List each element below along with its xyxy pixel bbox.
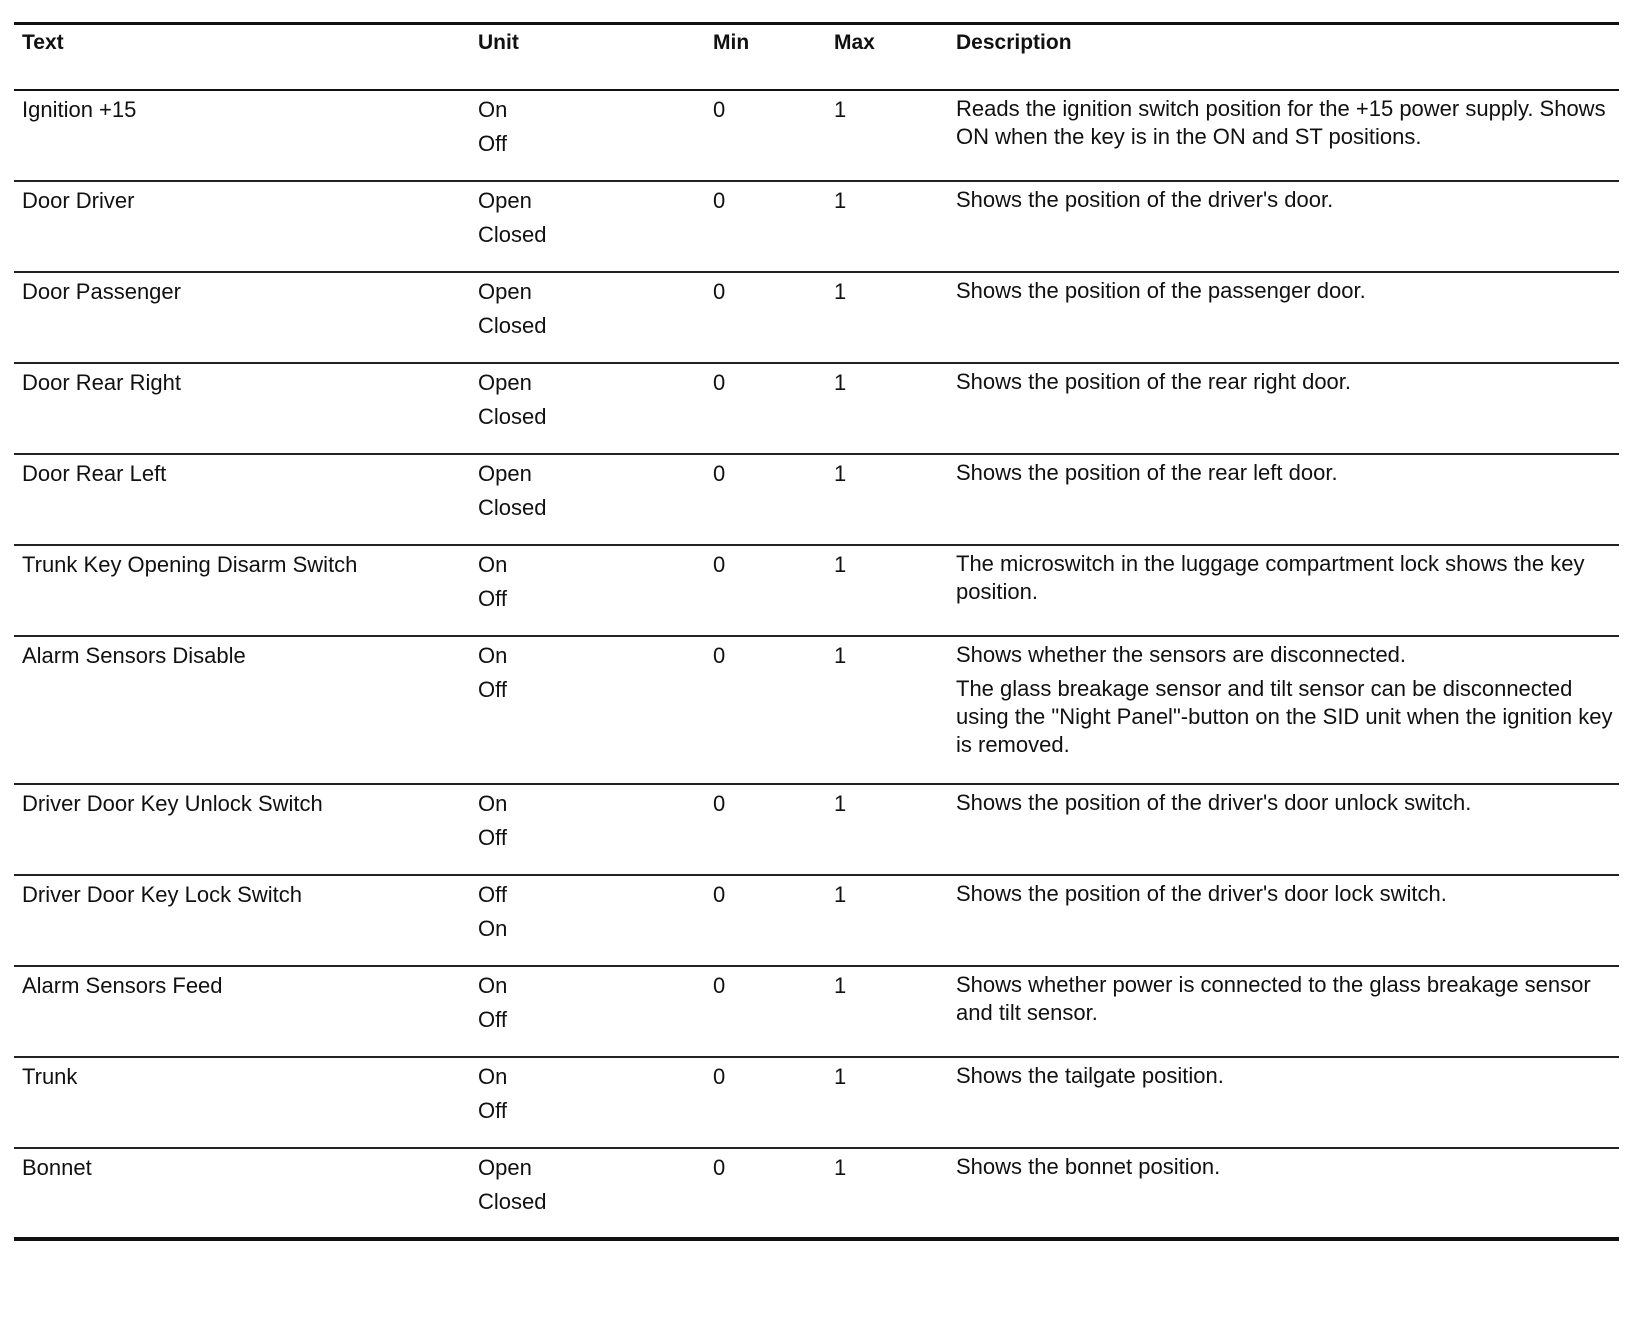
table-header	[14, 24, 1619, 91]
description-text: Shows the position of the driver's door.	[956, 187, 1334, 212]
header-row	[14, 24, 1619, 91]
table-row	[14, 784, 1619, 875]
cell-max: 1	[826, 545, 948, 636]
unit-state-2: Closed	[478, 222, 547, 247]
header-description: Description	[948, 24, 1619, 91]
cell-max: 1	[826, 875, 948, 966]
unit-state-1: On	[478, 973, 508, 998]
cell-max: 1	[826, 363, 948, 454]
unit-state-1: Open	[478, 279, 532, 304]
cell-min: 0	[705, 1057, 826, 1148]
cell-max: 1	[826, 181, 948, 272]
unit-state-2: Off	[478, 1098, 507, 1123]
cell-description	[948, 363, 1619, 454]
cell-min: 0	[705, 784, 826, 875]
cell-text: Alarm Sensors Feed	[14, 966, 470, 1057]
cell-description	[948, 875, 1619, 966]
cell-text: Door Rear Left	[14, 454, 470, 545]
unit-state-1: Off	[478, 882, 507, 907]
unit-state-2: Off	[478, 1007, 507, 1032]
cell-max: 1	[826, 966, 948, 1057]
description-text: Shows whether the sensors are disconnected.	[956, 642, 1407, 667]
table-row	[14, 272, 1619, 363]
description-text: Shows the position of the passenger door.	[956, 278, 1366, 303]
cell-description	[948, 545, 1619, 636]
table-row	[14, 1057, 1619, 1148]
cell-unit	[470, 363, 705, 454]
cell-description	[948, 784, 1619, 875]
cell-description	[948, 454, 1619, 545]
unit-state-1: Open	[478, 461, 532, 486]
unit-state-1: On	[478, 552, 508, 577]
description-text: Shows the bonnet position.	[956, 1154, 1221, 1179]
description-note: The glass breakage sensor and tilt sensor can be disconnected using the "Night Panel"-button on the SID unit when the ignition key is removed.	[956, 676, 1613, 757]
cell-min: 0	[705, 181, 826, 272]
table-row	[14, 90, 1619, 181]
unit-state-2: Off	[478, 131, 507, 156]
header-max: Max	[826, 24, 948, 91]
cell-unit	[470, 545, 705, 636]
header-unit: Unit	[470, 24, 705, 91]
unit-state-1: On	[478, 791, 508, 816]
cell-text: Trunk	[14, 1057, 470, 1148]
unit-state-2: Closed	[478, 313, 547, 338]
description-text: Shows the position of the driver's door lock switch.	[956, 881, 1447, 906]
table-row	[14, 1148, 1619, 1239]
header-min: Min	[705, 24, 826, 91]
description-text: Shows the position of the driver's door unlock switch.	[956, 790, 1472, 815]
cell-unit	[470, 181, 705, 272]
table-row	[14, 363, 1619, 454]
unit-state-2: On	[478, 916, 508, 941]
description-text: Shows the position of the rear left door.	[956, 460, 1338, 485]
cell-max: 1	[826, 1148, 948, 1239]
unit-state-1: On	[478, 97, 508, 122]
cell-min: 0	[705, 272, 826, 363]
unit-state-1: Open	[478, 1155, 532, 1180]
unit-state-2: Closed	[478, 495, 547, 520]
signal-table-sheet	[14, 22, 1619, 1241]
description-text: Reads the ignition switch position for the +15 power supply. Shows ON when the key is in the ON and ST positions.	[956, 96, 1606, 149]
header-text: Text	[14, 24, 470, 91]
cell-max: 1	[826, 272, 948, 363]
cell-description	[948, 966, 1619, 1057]
cell-unit	[470, 454, 705, 545]
cell-unit	[470, 966, 705, 1057]
cell-text: Door Driver	[14, 181, 470, 272]
unit-state-2: Closed	[478, 404, 547, 429]
cell-text: Alarm Sensors Disable	[14, 636, 470, 784]
unit-state-1: Open	[478, 188, 532, 213]
cell-description	[948, 272, 1619, 363]
cell-min: 0	[705, 545, 826, 636]
description-text: Shows whether power is connected to the glass breakage sensor and tilt sensor.	[956, 972, 1591, 1025]
cell-min: 0	[705, 363, 826, 454]
unit-state-1: On	[478, 1064, 508, 1089]
cell-max: 1	[826, 1057, 948, 1148]
table-body	[14, 90, 1619, 1239]
signal-table	[14, 22, 1619, 1241]
table-row	[14, 636, 1619, 784]
cell-unit	[470, 784, 705, 875]
cell-max: 1	[826, 636, 948, 784]
table-row	[14, 966, 1619, 1057]
cell-description	[948, 636, 1619, 784]
cell-text: Ignition +15	[14, 90, 470, 181]
cell-min: 0	[705, 636, 826, 784]
cell-text: Driver Door Key Unlock Switch	[14, 784, 470, 875]
cell-unit	[470, 90, 705, 181]
cell-text: Trunk Key Opening Disarm Switch	[14, 545, 470, 636]
table-row	[14, 454, 1619, 545]
description-text: The microswitch in the luggage compartment lock shows the key position.	[956, 551, 1585, 604]
cell-description	[948, 181, 1619, 272]
cell-min: 0	[705, 90, 826, 181]
unit-state-2: Off	[478, 586, 507, 611]
cell-unit	[470, 636, 705, 784]
description-text: Shows the tailgate position.	[956, 1063, 1224, 1088]
table-row	[14, 545, 1619, 636]
cell-description	[948, 90, 1619, 181]
cell-unit	[470, 272, 705, 363]
unit-state-2: Off	[478, 677, 507, 702]
cell-unit	[470, 875, 705, 966]
unit-state-1: Open	[478, 370, 532, 395]
description-text: Shows the position of the rear right door.	[956, 369, 1352, 394]
cell-min: 0	[705, 1148, 826, 1239]
table-row	[14, 875, 1619, 966]
cell-text: Door Rear Right	[14, 363, 470, 454]
unit-state-1: On	[478, 643, 508, 668]
cell-max: 1	[826, 784, 948, 875]
cell-text: Driver Door Key Lock Switch	[14, 875, 470, 966]
unit-state-2: Off	[478, 825, 507, 850]
cell-min: 0	[705, 454, 826, 545]
cell-description	[948, 1148, 1619, 1239]
cell-max: 1	[826, 90, 948, 181]
cell-description	[948, 1057, 1619, 1148]
cell-min: 0	[705, 966, 826, 1057]
cell-text: Bonnet	[14, 1148, 470, 1239]
cell-unit	[470, 1057, 705, 1148]
cell-max: 1	[826, 454, 948, 545]
cell-text: Door Passenger	[14, 272, 470, 363]
table-row	[14, 181, 1619, 272]
unit-state-2: Closed	[478, 1189, 547, 1214]
cell-unit	[470, 1148, 705, 1239]
cell-min: 0	[705, 875, 826, 966]
